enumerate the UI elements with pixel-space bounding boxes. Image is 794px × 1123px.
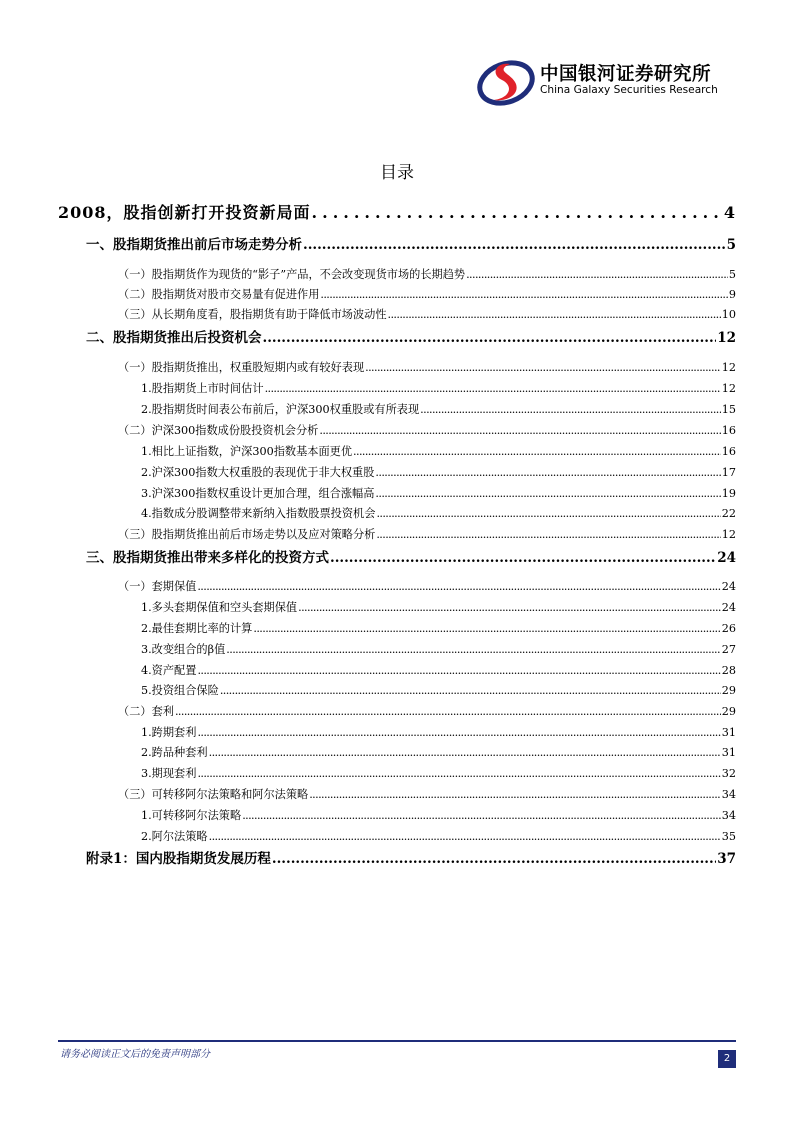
toc-entry-page: 5 xyxy=(726,237,736,253)
footer-disclaimer: 请务必阅读正文后的免责声明部分 xyxy=(60,1049,210,1060)
toc-dot-leader xyxy=(197,726,720,739)
toc-entry[interactable] xyxy=(141,765,736,781)
toc-entry-page: 31 xyxy=(721,746,736,759)
toc-entry-text: 4.指数成分股调整带来新纳入指数股票投资机会 xyxy=(141,507,376,520)
toc-entry-page: 4 xyxy=(723,203,736,222)
toc-entry[interactable] xyxy=(141,464,736,480)
toc-entry-text: （二）套利 xyxy=(118,705,174,718)
toc-dot-leader xyxy=(466,268,728,281)
header-logo-block xyxy=(476,56,736,106)
toc-entry[interactable] xyxy=(141,485,736,501)
toc-entry-text: 附录1：国内股指期货发展历程 xyxy=(86,851,271,867)
toc-dot-leader xyxy=(253,622,720,635)
toc-entry-page: 34 xyxy=(721,809,736,822)
toc-dot-leader xyxy=(272,851,716,867)
toc-entry[interactable] xyxy=(118,578,736,594)
toc-dot-leader xyxy=(303,237,726,253)
toc-entry-page: 29 xyxy=(721,705,736,718)
galaxy-logo-icon xyxy=(476,56,538,106)
toc-entry-page: 17 xyxy=(721,466,736,479)
toc-entry-page: 12 xyxy=(721,528,736,541)
toc-entry-page: 29 xyxy=(721,684,736,697)
toc-title: 目录 xyxy=(380,163,414,183)
toc-entry-page: 24 xyxy=(721,601,736,614)
footer-rule xyxy=(58,1040,736,1042)
toc-entry-text: 1.股指期货上市时间估计 xyxy=(141,382,264,395)
toc-entry-text: 3.沪深300指数权重设计更加合理，组合涨幅高 xyxy=(141,487,375,500)
toc-dot-leader xyxy=(320,288,727,301)
toc-entry-text: 3.改变组合的β值 xyxy=(141,643,226,656)
toc-entry[interactable] xyxy=(118,526,736,542)
toc-entry-text: （三）股指期货推出前后市场走势以及应对策略分析 xyxy=(118,528,376,541)
toc-dot-leader xyxy=(319,424,720,437)
toc-entry-page: 19 xyxy=(721,487,736,500)
toc-entry-text: 4.资产配置 xyxy=(141,664,197,677)
toc-dot-leader xyxy=(388,308,721,321)
toc-entry-text: 2008，股指创新打开投资新局面 xyxy=(58,203,311,222)
toc-entry[interactable] xyxy=(118,266,736,282)
toc-entry-text: 1.相比上证指数，沪深300指数基本面更优 xyxy=(141,445,353,458)
page-number-badge: 2 xyxy=(718,1050,736,1068)
toc-dot-leader xyxy=(420,403,721,416)
toc-entry[interactable] xyxy=(141,682,736,698)
toc-entry-text: （三）从长期角度看，股指期货有助于降低市场波动性 xyxy=(118,308,387,321)
toc-entry[interactable] xyxy=(141,401,736,417)
toc-entry[interactable] xyxy=(86,546,736,566)
toc-entry-page: 12 xyxy=(721,382,736,395)
toc-entry[interactable] xyxy=(118,786,736,802)
toc-entry-page: 22 xyxy=(721,507,736,520)
toc-entry-page: 27 xyxy=(721,643,736,656)
toc-dot-leader xyxy=(375,487,720,500)
toc-dot-leader xyxy=(353,445,721,458)
toc-entry-text: 2.股指期货时间表公布前后，沪深300权重股或有所表现 xyxy=(141,403,420,416)
toc-entry-page: 16 xyxy=(721,445,736,458)
toc-entry[interactable] xyxy=(141,662,736,678)
toc-dot-leader xyxy=(376,528,720,541)
toc-entry[interactable] xyxy=(118,286,736,302)
toc-entry-page: 15 xyxy=(721,403,736,416)
toc-dot-leader xyxy=(197,767,720,780)
brand-name-cn: 中国银河证券研究所 xyxy=(540,64,712,85)
toc-dot-leader xyxy=(376,507,720,520)
toc-entry[interactable] xyxy=(118,306,736,322)
toc-dot-leader xyxy=(220,684,721,697)
toc-entry[interactable] xyxy=(58,200,736,223)
toc-entry-page: 16 xyxy=(721,424,736,437)
toc-entry-text: 5.投资组合保险 xyxy=(141,684,219,697)
toc-entry-page: 28 xyxy=(721,664,736,677)
toc-entry-text: 2.跨品种套利 xyxy=(141,746,208,759)
toc-dot-leader xyxy=(330,550,716,566)
toc-dot-leader xyxy=(197,664,720,677)
toc-entry-text: （二）沪深300指数成份股投资机会分析 xyxy=(118,424,319,437)
toc-entry-text: 3.期现套利 xyxy=(141,767,197,780)
brand-name-en: China Galaxy Securities Research xyxy=(540,84,718,96)
toc-dot-leader xyxy=(365,361,721,374)
toc-entry-page: 32 xyxy=(721,767,736,780)
toc-entry[interactable] xyxy=(141,599,736,615)
toc-dot-leader xyxy=(265,382,721,395)
toc-entry-text: 2.沪深300指数大权重股的表现优于非大权重股 xyxy=(141,466,375,479)
toc-entry-page: 10 xyxy=(721,308,736,321)
toc-entry[interactable] xyxy=(141,807,736,823)
toc-dot-leader xyxy=(375,466,720,479)
toc-dot-leader xyxy=(312,203,723,222)
toc-entry-text: （一）股指期货作为现货的“影子”产品，不会改变现货市场的长期趋势 xyxy=(118,268,466,281)
toc-entry-page: 35 xyxy=(721,830,736,843)
toc-entry-page: 12 xyxy=(721,361,736,374)
toc-entry-text: 1.跨期套利 xyxy=(141,726,197,739)
toc-entry-text: 1.可转移阿尔法策略 xyxy=(141,809,242,822)
toc-entry-text: 2.最佳套期比率的计算 xyxy=(141,622,253,635)
toc-entry-text: （一）股指期货推出，权重股短期内或有较好表现 xyxy=(118,361,365,374)
toc-entry-text: （三）可转移阿尔法策略和阿尔法策略 xyxy=(118,788,309,801)
toc-entry-page: 5 xyxy=(728,268,736,281)
toc-dot-leader xyxy=(226,643,720,656)
toc-entry-text: 1.多头套期保值和空头套期保值 xyxy=(141,601,298,614)
toc-entry[interactable] xyxy=(118,359,736,375)
toc-entry-text: （二）股指期货对股市交易量有促进作用 xyxy=(118,288,320,301)
toc-entry-text: 三、股指期货推出带来多样化的投资方式 xyxy=(86,550,329,566)
toc-entry-page: 31 xyxy=(721,726,736,739)
toc-dot-leader xyxy=(197,580,720,593)
toc-entry-page: 34 xyxy=(721,788,736,801)
toc-entry[interactable] xyxy=(141,505,736,521)
toc-dot-leader xyxy=(209,746,721,759)
toc-entry-page: 24 xyxy=(717,550,736,566)
toc-entry[interactable] xyxy=(86,233,736,253)
toc-dot-leader xyxy=(209,830,721,843)
toc-entry-text: 二、股指期货推出后投资机会 xyxy=(86,330,262,346)
toc-entry-text: 2.阿尔法策略 xyxy=(141,830,208,843)
toc-dot-leader xyxy=(242,809,721,822)
toc-entry-text: （一）套期保值 xyxy=(118,580,197,593)
toc-entry[interactable] xyxy=(141,724,736,740)
toc-entry-page: 9 xyxy=(728,288,736,301)
toc-entry[interactable] xyxy=(141,380,736,396)
toc-entry-page: 24 xyxy=(721,580,736,593)
toc-dot-leader xyxy=(175,705,721,718)
toc-dot-leader xyxy=(309,788,721,801)
toc-dot-leader xyxy=(263,330,717,346)
toc-dot-leader xyxy=(298,601,721,614)
toc-entry-page: 12 xyxy=(717,330,736,346)
toc-entry[interactable] xyxy=(118,422,736,438)
toc-entry[interactable] xyxy=(141,828,736,844)
toc-entry-page: 37 xyxy=(717,851,736,867)
toc-entry-page: 26 xyxy=(721,622,736,635)
toc-entry[interactable] xyxy=(86,326,736,346)
toc-entry[interactable] xyxy=(141,620,736,636)
toc-entry[interactable] xyxy=(141,641,736,657)
toc-entry-text: 一、股指期货推出前后市场走势分析 xyxy=(86,237,302,253)
toc-entry[interactable] xyxy=(141,744,736,760)
toc-entry[interactable] xyxy=(86,847,736,867)
toc-entry[interactable] xyxy=(118,703,736,719)
toc-entry[interactable] xyxy=(141,443,736,459)
